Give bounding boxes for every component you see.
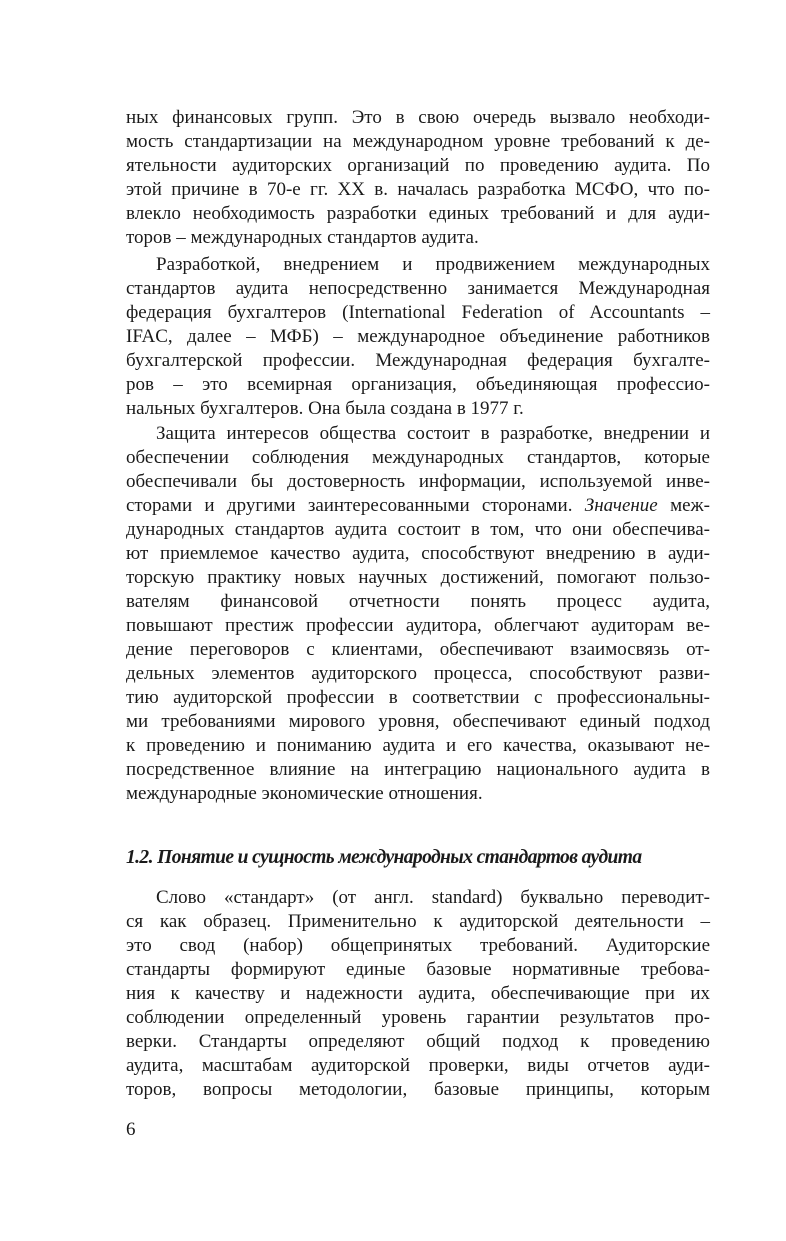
text-line: ных финансовых групп. Это в свою очередь вызвало необходи- [126, 107, 710, 128]
text-line: тию аудиторской профессии в соответствии с профессиональны- [126, 687, 710, 708]
text-line: федерация бухгалтеров (International Federation of Accountants – [126, 302, 710, 323]
text-line: это свод (набор) общепринятых требований. Аудиторские [126, 935, 710, 956]
text-line: обеспечивали бы достоверность информации, используемой инве- [126, 471, 710, 492]
paragraph-2 [126, 253, 710, 421]
text-line: нальных бухгалтеров. Она была создана в 1977 г. [126, 398, 524, 419]
text-line: дународных стандартов аудита состоит в том, что они обеспечива- [126, 519, 710, 540]
text-line: верки. Стандарты определяют общий подход к проведению [126, 1031, 710, 1052]
text-line: ния к качеству и надежности аудита, обеспечивающие при их [126, 983, 710, 1004]
text-line: торов – международных стандартов аудита. [126, 227, 479, 248]
text-line: IFAC, далее – МФБ) – международное объединение работников [126, 326, 710, 347]
page-number: 6 [126, 1119, 136, 1140]
paragraph-1 [126, 106, 710, 250]
text-line: ров – это всемирная организация, объединяющая профессио- [126, 374, 710, 395]
text-line: бухгалтерской профессии. Международная федерация бухгалте- [126, 350, 710, 371]
text-line: повышают престиж профессии аудитора, облегчают аудиторам ве- [126, 615, 710, 636]
text-line: торов, вопросы методологии, базовые принципы, которым [126, 1079, 710, 1100]
text-line: ся как образец. Применительно к аудиторской деятельности – [126, 911, 710, 932]
text-line: международные экономические отношения. [126, 783, 483, 804]
text-line: соблюдении определенный уровень гарантии результатов про- [126, 1007, 710, 1028]
text-line: аудита, масштабам аудиторской проверки, виды отчетов ауди- [126, 1055, 710, 1076]
text-line: ми требованиями мирового уровня, обеспечивают единый подход [126, 711, 710, 732]
text-line: торскую практику новых научных достижений, помогают пользо- [126, 567, 710, 588]
text-line: стандартов аудита непосредственно занимается Международная [126, 278, 710, 299]
text-line: мость стандартизации на международном уровне требований к де- [126, 131, 710, 152]
section-heading: 1.2. Понятие и сущность международных стандартов аудита [126, 847, 642, 868]
text-line: этой причине в 70-е гг. XX в. началась разработка МСФО, что по- [126, 179, 710, 200]
text-line: к проведению и пониманию аудита и его качества, оказывают не- [126, 735, 710, 756]
text-line [126, 494, 710, 518]
text-line: ют приемлемое качество аудита, способствуют внедрению в ауди- [126, 543, 710, 564]
text-segment: сторами и другими заинтересованными сторонами. [126, 495, 585, 516]
text-line: Слово «стандарт» (от англ. standard) буквально переводит- [156, 887, 710, 908]
text-line: влекло необходимость разработки единых требований и для ауди- [126, 203, 710, 224]
text-line: ятельности аудиторских организаций по проведению аудита. По [126, 155, 710, 176]
paragraph-4 [126, 886, 710, 1102]
text-line: дение переговоров с клиентами, обеспечивают взаимосвязь от- [126, 639, 710, 660]
text-line: обеспечении соблюдения международных стандартов, которые [126, 447, 710, 468]
paragraph-3 [126, 422, 710, 806]
text-segment: меж- [657, 495, 710, 516]
text-line: стандарты формируют единые базовые нормативные требова- [126, 959, 710, 980]
text-line: Разработкой, внедрением и продвижением международных [156, 254, 710, 275]
text-line: Защита интересов общества состоит в разработке, внедрении и [156, 423, 710, 444]
text-line: дельных элементов аудиторского процесса, способствуют разви- [126, 663, 710, 684]
text-line: вателям финансовой отчетности понять процесс аудита, [126, 591, 710, 612]
text-line: посредственное влияние на интеграцию национального аудита в [126, 759, 710, 780]
italic-term: Значение [584, 495, 658, 516]
